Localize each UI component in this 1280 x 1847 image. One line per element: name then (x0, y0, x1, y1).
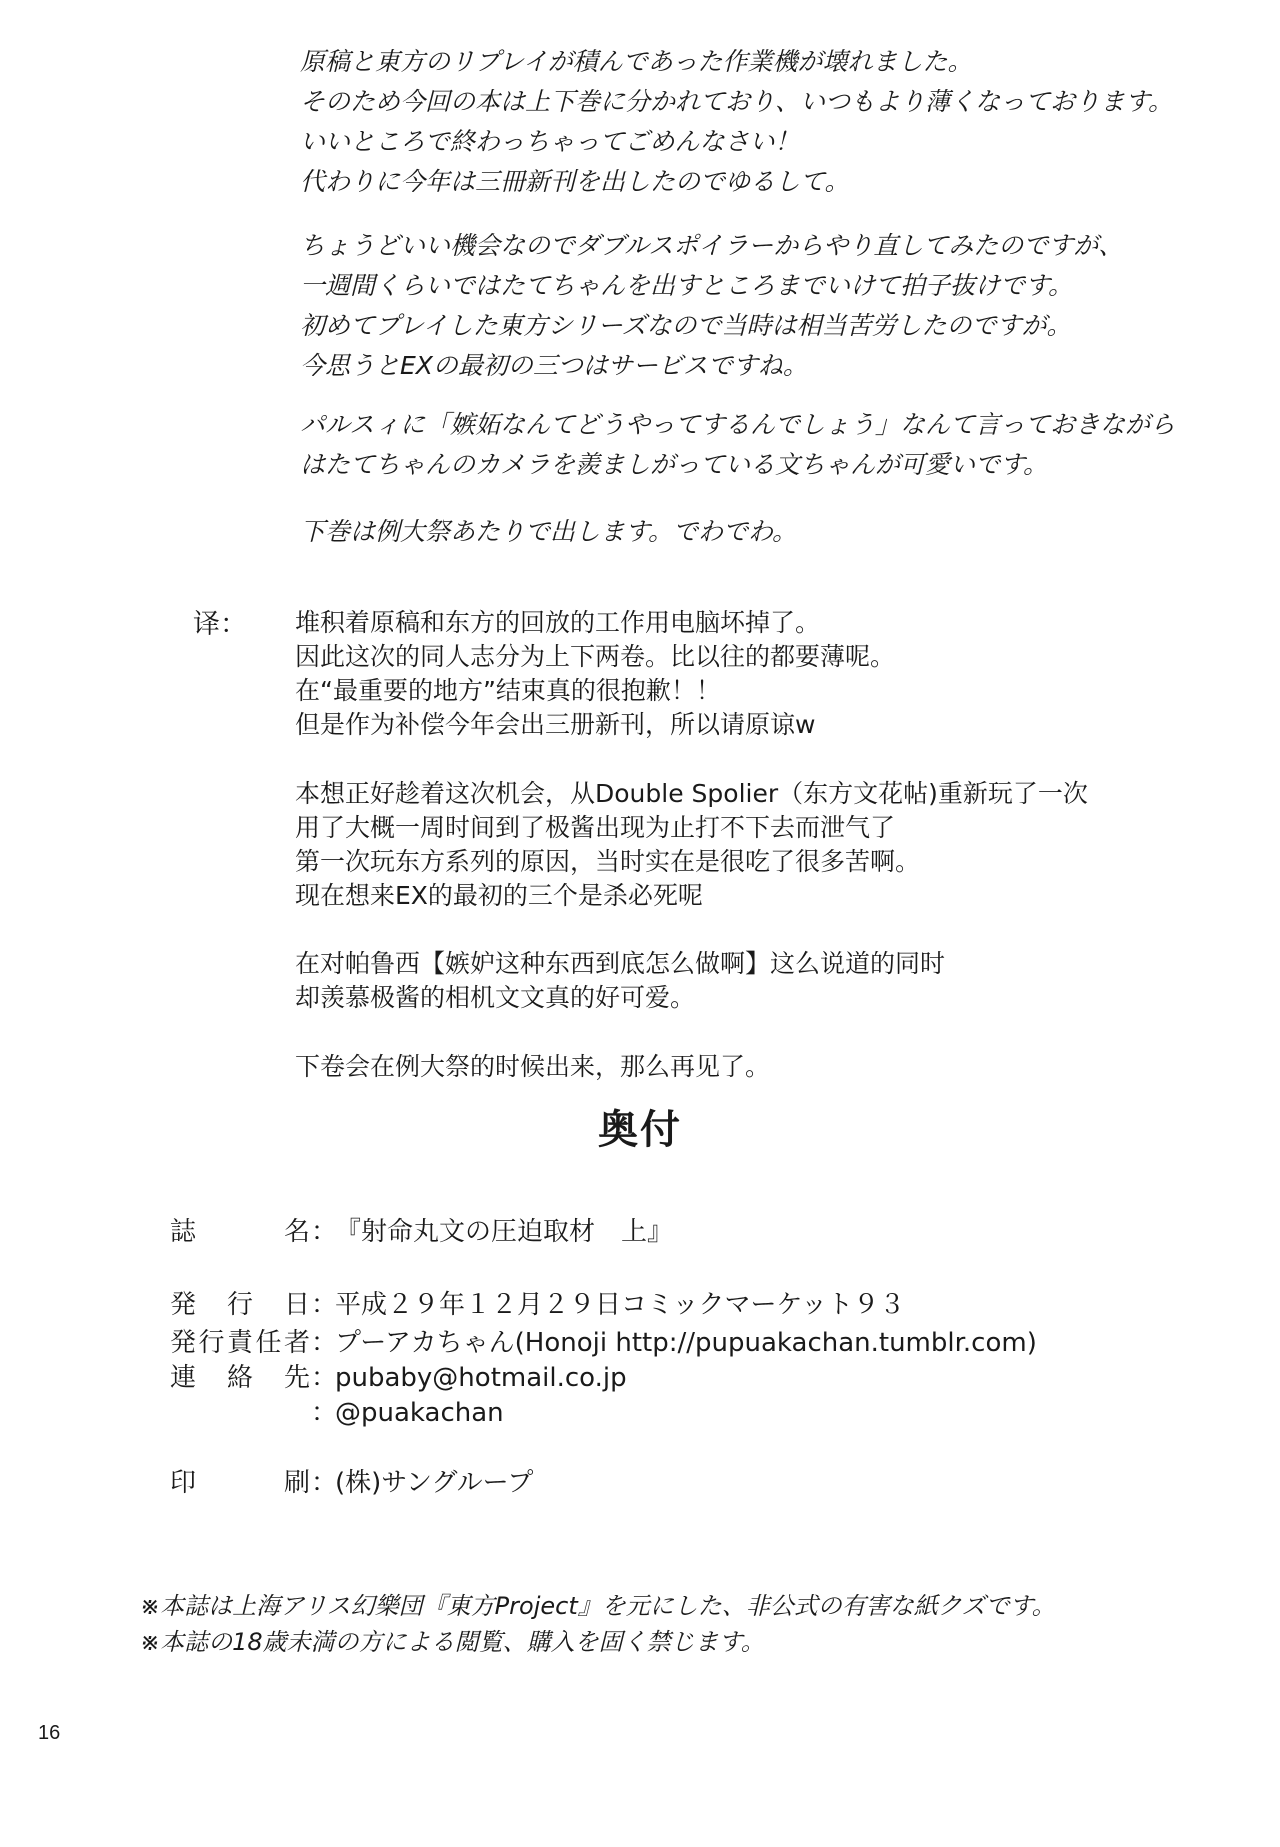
disclaimer-line: ※本誌の18歳未満の方による閲覧、購入を固く禁じます。 (140, 1628, 765, 1656)
text-line: 但是作为补偿今年会出三册新刊，所以请原谅w (295, 710, 816, 739)
colophon-date-label: 発 行 日 (170, 1290, 310, 1320)
colophon-separator: ： (311, 1290, 338, 1320)
afterword-jp-paragraph-2 (300, 226, 1123, 386)
text-line: 在“最重要的地方”结束真的很抱歉！！ (295, 676, 721, 705)
text-line: 本想正好趁着这次机会，从Double Spolier（东方文花帖)重新玩了一次 (295, 779, 1088, 808)
text-line: 用了大概一周时间到了极酱出现为止打不下去而泄气了 (295, 813, 896, 842)
text-line: 因此这次的同人志分为上下两卷。比以往的都要薄呢。 (295, 642, 896, 671)
colophon-publisher-label: 発行責任者 (170, 1328, 310, 1358)
text-line: 在对帕鲁西【嫉妒这种东西到底怎么做啊】这么说道的同时 (295, 949, 946, 978)
colophon-separator: ： (311, 1217, 338, 1247)
text-line: 堆积着原稿和东方的回放的工作用电脑坏掉了。 (295, 608, 821, 637)
text-line: 第一次玩东方系列的原因，当时实在是很吃了很多苦啊。 (295, 847, 921, 876)
afterword-jp-paragraph-3 (300, 405, 1175, 485)
disclaimer-line: ※本誌は上海アリス幻樂団『東方Project』を元にした、非公式の有害な紙クズです。 (140, 1592, 1056, 1620)
disclaimer-notes (140, 1588, 1056, 1660)
translation-cn-paragraph-2 (295, 777, 1088, 913)
afterword-jp-paragraph-4 (300, 512, 797, 552)
text-line: 原稿と東方のリプレイが積んであった作業機が壊れました。 (300, 47, 973, 76)
text-line: ちょうどいい機会なのでダブルスポイラーからやり直してみたのですが、 (300, 231, 1124, 260)
text-line: はたてちゃんのカメラを羨ましがっている文ちゃんが可愛いです。 (300, 450, 1049, 479)
text-line: 现在想来EX的最初的三个是杀必死呢 (295, 881, 703, 910)
translation-cn-paragraph-3 (295, 947, 945, 1015)
text-line: 却羡慕极酱的相机文文真的好可爱。 (295, 983, 696, 1012)
colophon-separator: ： (311, 1363, 338, 1393)
afterword-jp-paragraph-1 (300, 42, 1173, 202)
page-number: 16 (38, 1722, 61, 1744)
text-line: いいところで終わっちゃってごめんなさい！ (300, 127, 800, 156)
colophon-separator: ： (311, 1468, 338, 1498)
text-line: 下巻は例大祭あたりで出します。でわでわ。 (300, 517, 798, 546)
colophon-date-value: 平成２９年１２月２９日コミックマーケット９３ (335, 1290, 906, 1320)
colophon-publisher-value: プーアカちゃん(Honoji http://pupuakachan.tumblr.com) (335, 1328, 1037, 1358)
colophon-print-label: 印 刷 (170, 1468, 310, 1498)
text-line: 代わりに今年は三冊新刊を出したのでゆるして。 (300, 167, 850, 196)
text-line: パルスィに「嫉妬なんてどうやってするんでしょう」なんて言っておきながら (300, 410, 1176, 439)
colophon-title: 奥付 (598, 1107, 682, 1153)
translation-cn-paragraph-4 (295, 1050, 770, 1084)
colophon-print-value: (株)サングループ (335, 1468, 534, 1498)
colophon-contact-email: pubaby@hotmail.co.jp (335, 1363, 627, 1393)
colophon-separator: ： (311, 1398, 338, 1428)
colophon-title-label: 誌 名 (170, 1217, 310, 1247)
text-line: そのため今回の本は上下巻に分かれており、いつもより薄くなっております。 (300, 87, 1174, 116)
text-line: 初めてプレイした東方シリーズなので当時は相当苦労したのですが。 (300, 311, 1072, 340)
text-line: 下卷会在例大祭的时候出来，那么再见了。 (295, 1052, 771, 1081)
colophon-separator: ： (311, 1328, 338, 1358)
translation-cn-paragraph-1 (295, 606, 895, 742)
colophon-title-value: 『射命丸文の圧迫取材 上』 (335, 1217, 674, 1247)
text-line: 今思うとEXの最初の三つはサービスですね。 (300, 351, 808, 380)
text-line: 一週間くらいではたてちゃんを出すところまでいけて拍子抜けです。 (300, 271, 1074, 300)
translation-label: 译： (193, 609, 247, 640)
colophon-contact-twitter: @puakachan (335, 1398, 504, 1428)
colophon-contact-label: 連 絡 先 (170, 1363, 310, 1393)
